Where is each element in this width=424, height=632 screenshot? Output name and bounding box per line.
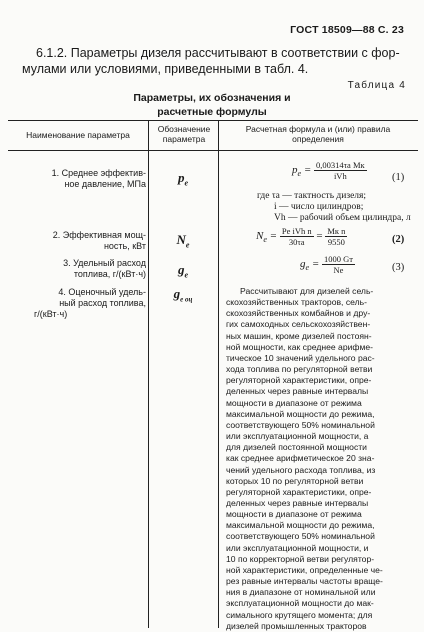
row-4-text-line: мощности в диапазоне от режима <box>226 397 362 408</box>
row-2-numerator-1: Pe iVh n <box>281 226 312 236</box>
column-divider-2 <box>218 120 219 628</box>
row-3-equation-number: (3) <box>392 262 405 273</box>
row-4-text-line: максимальной мощности до режима, <box>226 520 375 531</box>
row-4-text-line: которых 10 по регуляторной ветви <box>226 475 364 486</box>
row-4-text-line: эксплуатационной мощности до мак- <box>226 598 374 609</box>
row-4-param-line-2: ный расход топлива, <box>59 298 146 308</box>
row-1-formula: $p_e$ = $\frac{\text{0,00314τa Mк}}{\text{iVh}}$ <box>292 160 365 181</box>
row-2-param-line-1: 2. Эффективная мощ- <box>52 230 146 240</box>
row-4-param-line-3: г/(кВт·ч) <box>34 309 68 319</box>
column-divider-1 <box>148 120 149 628</box>
row-4-text-line: Рассчитывают для дизелей сель- <box>240 286 374 296</box>
row-4-rules-text <box>226 286 414 632</box>
table-title-line-1: Параметры, их обозначения и <box>133 92 291 104</box>
row-4-text-line: мощности в диапазоне от режима <box>226 509 362 520</box>
column-header-symbol: Обозначение параметра <box>157 124 211 144</box>
row-4-text-line: дизелей промышленных тракторов <box>226 620 367 631</box>
row-1-param-line-2: ное давление, МПа <box>64 179 146 189</box>
column-header-formula: Расчетная формула и (или) правила определения <box>245 124 391 144</box>
row-2-param-name <box>24 230 146 252</box>
row-1-symbol: $p_e$ <box>177 170 189 188</box>
row-4-text-line: гих самоходных сельскохозяйствен- <box>226 319 371 330</box>
row-4-text-line: или эксплуатационной мощности, и <box>226 542 369 553</box>
row-4-text-line: 10 по корректорной ветви регулятор- <box>226 553 375 564</box>
row-4-text-line: ных машин, кроме дизелей постоян- <box>226 330 372 341</box>
row-1-notes <box>257 191 411 225</box>
row-1-denominator: iVh <box>333 171 347 181</box>
row-2-param-line-2: ность, кВт <box>103 241 146 251</box>
intro-line-2: мулами или условиями, приведенными в табл. 4. <box>22 62 309 76</box>
row-4-param-name <box>24 287 146 320</box>
table-label: Таблица 4 <box>347 80 406 91</box>
intro-paragraph <box>22 45 408 77</box>
row-4-text-line: деленных через равные интервалы <box>226 497 369 508</box>
row-1-numerator: 0,00314τa Mк <box>316 160 365 170</box>
row-4-text-line: деленных через равные интервалы <box>226 386 369 397</box>
row-2-denominator-1: 30τa <box>288 237 305 247</box>
row-2-denominator-2: 9550 <box>327 237 345 247</box>
row-2-fraction-2 <box>325 226 347 247</box>
row-4-text-line: ной мощности, как среднее арифме- <box>226 341 374 352</box>
row-3-param-name <box>24 258 146 280</box>
intro-line-1: 6.1.2. Параметры дизеля рассчитывают в соответствии с фор- <box>36 46 400 60</box>
table-header-rule <box>8 150 418 151</box>
row-2-fraction-1 <box>280 226 314 247</box>
row-1-note-3: Vh — рабочий объем цилиндра, л <box>274 213 411 224</box>
row-4-text-line: хода топлива по регуляторной ветви <box>226 364 373 375</box>
row-3-symbol: $g_e$ <box>177 262 189 280</box>
row-4-text-line: максимальной мощности до режима, <box>226 408 375 419</box>
row-2-symbol: $N_e$ <box>176 232 190 250</box>
row-3-formula: $g_e$ = $\frac{1000 Gт}{Ne}$ <box>300 254 353 275</box>
table-title-line-2: расчетные формулы <box>157 106 267 118</box>
row-1-fraction <box>314 160 367 181</box>
row-4-text-line: ной характеристики, определенные че- <box>226 564 383 575</box>
row-4-text-line: симального крутящего момента; для <box>226 609 373 620</box>
row-3-fraction <box>322 254 355 275</box>
page-header: ГОСТ 18509—88 С. 23 <box>290 24 404 36</box>
row-4-text-line: соответствующего 50% номинальной <box>226 531 375 542</box>
row-4-text-line: чений удельного расхода топлива, из <box>226 464 376 475</box>
row-2-equals: = <box>316 230 323 243</box>
row-4-text-line: ния в диапазоне от номинальной или <box>226 587 376 598</box>
row-4-text-line: рез равные интервалы частоты враще- <box>226 576 383 587</box>
row-3-denominator: Ne <box>333 265 344 275</box>
row-4-text-line: для дизелей постоянной мощности <box>226 442 367 453</box>
row-3-param-line-1: 3. Удельный расход <box>63 258 146 268</box>
row-1-param-name <box>24 168 146 190</box>
row-1-note-2: i — число цилиндров; <box>274 202 364 213</box>
row-4-text-line: скохозяйственных тракторов, сель- <box>226 297 367 308</box>
row-4-text-line: тическое 10 значений удельного рас- <box>226 352 375 363</box>
column-header-name: Наименование параметра <box>26 130 130 140</box>
row-3-numerator: 1000 Gт <box>324 254 353 264</box>
row-4-param-line-1: 4. Оценочный удель- <box>58 287 146 297</box>
row-3-param-line-2: топлива, г/(кВт·ч) <box>73 269 146 279</box>
row-2-formula: $N_e$ = $\frac{\text{Pe iVh n}}{30\tau a}$ = $\frac{\text{Mк n}}{9550}$ <box>256 226 346 247</box>
row-4-text-line: соответствующего 50% номинальной <box>226 419 375 430</box>
row-2-equation-number: (2) <box>392 234 405 245</box>
row-4-text-line: скохозяйственных комбайнов и дру- <box>226 308 371 319</box>
table-top-rule <box>8 120 418 121</box>
row-4-text-line: или эксплуатационной мощности, а <box>226 431 369 442</box>
row-4-symbol: $g_{e оц}$ <box>173 286 193 304</box>
row-2-numerator-2: Mк n <box>327 226 346 236</box>
row-1-note-1: где τa — тактность дизеля; <box>257 191 367 201</box>
table-title <box>0 91 424 119</box>
row-4-text-line: регуляторной характеристики, опре- <box>226 486 372 497</box>
row-1-param-line-1: 1. Среднее эффектив- <box>51 168 146 178</box>
row-4-text-line: регуляторной характеристики, опре- <box>226 375 372 386</box>
row-1-equation-number: (1) <box>392 172 405 183</box>
row-4-text-line: как среднее арифметическое 20 зна- <box>226 453 375 464</box>
